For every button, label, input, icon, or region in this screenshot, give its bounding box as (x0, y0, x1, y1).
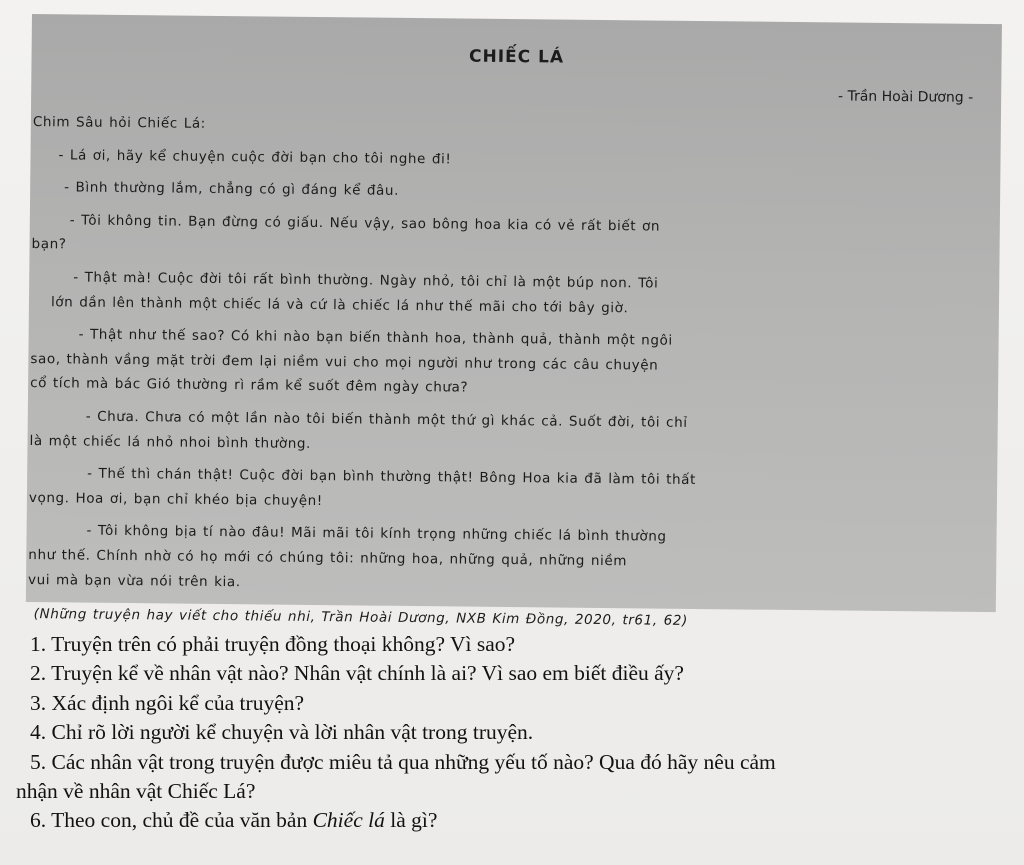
passage-line: vui mà bạn vừa nói trên kia. (27, 571, 241, 590)
question-6-work-title: Chiếc lá (312, 808, 385, 833)
passage-line: là một chiếc lá nhỏ nhoi bình thường. (29, 432, 312, 452)
question-5-continuation: nhận về nhân vật Chiếc Lá? (16, 778, 256, 803)
passage-line: như thế. Chính nhờ có họ mới có chúng tôi: những hoa, những quả, những niềm (28, 546, 628, 570)
question-6 (16, 806, 1016, 835)
passage-title: CHIẾC LÁ (468, 46, 565, 68)
passage-line: Chim Sâu hỏi Chiếc Lá: (32, 114, 206, 132)
passage-line: - Thế thì chán thật! Cuộc đời bạn bình thường thật! Bông Hoa kia đã làm tôi thất (87, 465, 697, 489)
passage-line: - Bình thường lắm, chẳng có gì đáng kể đâu. (64, 179, 400, 200)
passage-line: sao, thành vầng mặt trời đem lại niềm vui cho mọi người như trong các câu chuyện (30, 350, 659, 374)
passage-line: - Thật như thế sao? Có khi nào bạn biến thành hoa, thành quả, thành một ngôi (78, 326, 673, 349)
passage-author: - Trần Hoài Dương - (837, 88, 974, 106)
passage-citation: (Những truyện hay viết cho thiếu nhi, Trần Hoài Dương, NXB Kim Đồng, 2020, tr61, 62) (33, 606, 688, 629)
passage-line: bạn? (31, 236, 67, 253)
passage-line: cổ tích mà bác Gió thường rì rầm kể suốt đêm ngày chưa? (30, 375, 469, 396)
passage-line: vọng. Hoa ơi, bạn chỉ khéo bịa chuyện! (28, 489, 323, 509)
question-6-suffix: là gì? (384, 808, 438, 833)
question-2: 2. Truyện kể về nhân vật nào? Nhân vật chính là ai? Vì sao em biết điều ấy? (30, 661, 684, 686)
passage-line: - Lá ơi, hãy kể chuyện cuộc đời bạn cho tôi nghe đi! (58, 146, 452, 167)
passage-line: - Thật mà! Cuộc đời tôi rất bình thường. Ngày nhỏ, tôi chỉ là một búp non. Tôi (73, 269, 659, 292)
reading-passage-box (26, 14, 1002, 629)
question-4: 4. Chỉ rõ lời người kể chuyện và lời nhân vật trong truyện. (30, 720, 534, 745)
passage-line: - Tôi không tin. Bạn đừng có giấu. Nếu vậy, sao bông hoa kia có vẻ rất biết ơn (69, 212, 661, 235)
question-6-prefix: 6. Theo con, chủ đề của văn bản (30, 808, 313, 833)
question-3: 3. Xác định ngôi kể của truyện? (30, 690, 305, 715)
question-5: 5. Các nhân vật trong truyện được miêu tả qua những yếu tố nào? Qua đó hãy nêu cảm (30, 749, 776, 774)
passage-text (26, 110, 991, 637)
passage-line: lớn dần lên thành một chiếc lá và cứ là chiếc lá như thế mãi cho tới bây giờ. (50, 293, 629, 316)
question-list (16, 630, 1016, 836)
passage-line: - Chưa. Chưa có một lần nào tôi biến thành một thứ gì khác cả. Suốt đời, tôi chỉ (85, 408, 688, 431)
question-1: 1. Truyện trên có phải truyện đồng thoại không? Vì sao? (30, 632, 516, 656)
passage-line: - Tôi không bịa tí nào đâu! Mãi mãi tôi kính trọng những chiếc lá bình thường (86, 522, 667, 545)
